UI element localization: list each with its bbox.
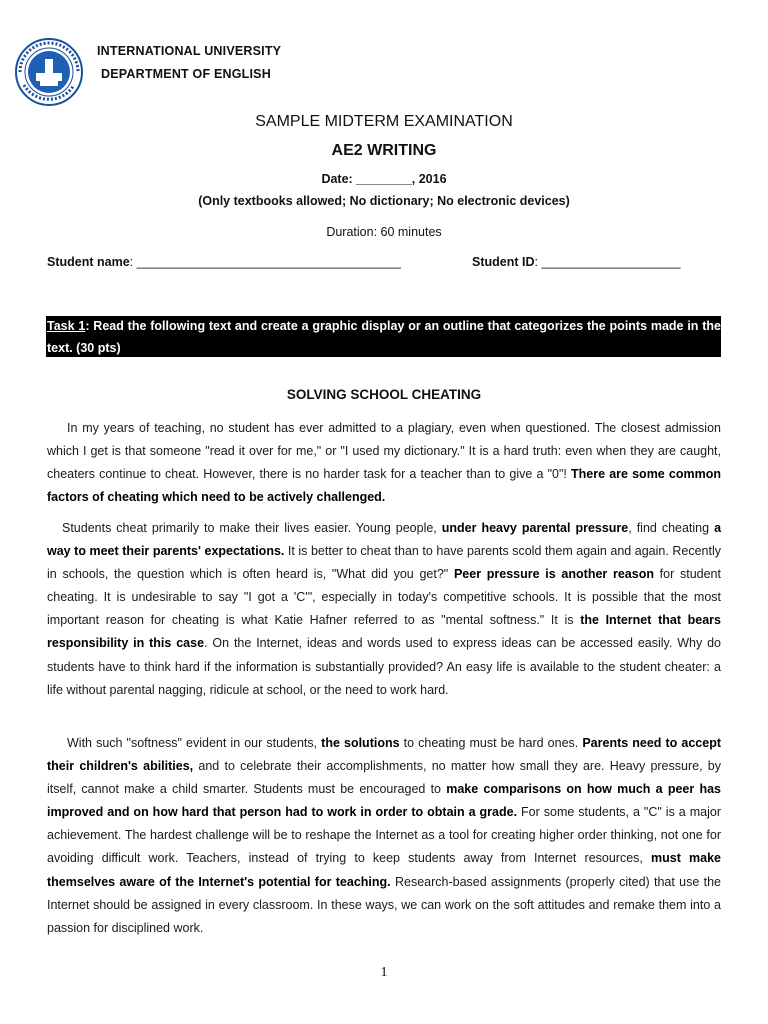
body-text: With such "softness" evident in our students, xyxy=(67,736,322,750)
student-name-blank: : ______________________________________ xyxy=(129,255,401,269)
emphasized-text: a way to meet their parents' expectations. xyxy=(47,521,722,559)
body-text: and to celebrate their accomplishments, no matter how small they are. Heavy pressure, by itself, cannot make a child smarter. Students must be encouraged to xyxy=(47,759,721,797)
body-text: For some students, a "C" is a major achievement. The hardest challenge will be to reshape the Internet as a tool for creating higher order thinking, not one for avoiding difficult work. Teachers, instead of trying to keep students away from Internet resources, xyxy=(47,805,721,866)
body-text: , find cheating xyxy=(628,521,715,535)
page-number: 1 xyxy=(380,965,388,980)
exam-duration: Duration: 60 minutes xyxy=(326,225,442,239)
student-id-field[interactable] xyxy=(472,255,680,269)
department-name: DEPARTMENT OF ENGLISH xyxy=(101,67,271,81)
task-instructions xyxy=(46,316,721,357)
body-text: Students cheat primarily to make their lives easier. Young people, xyxy=(62,521,442,535)
emphasized-text: Parents need to accept their children's abilities, xyxy=(47,736,721,774)
article-paragraph-2 xyxy=(47,517,721,702)
course-title: AE2 WRITING xyxy=(331,142,437,159)
article-title: SOLVING SCHOOL CHEATING xyxy=(286,387,482,402)
article-paragraph-1 xyxy=(47,417,721,509)
exam-date: Date: ________, 2016 xyxy=(321,172,447,186)
university-seal-icon xyxy=(14,37,84,107)
body-text: for student cheating. It is undesirable to say "I got a 'C'", especially in today's competitive schools. It is possible that the most important reason for cheating is what Katie Hafner referred to as "mental softness." It is xyxy=(47,567,721,628)
student-id-blank: : ____________________ xyxy=(534,255,681,269)
exam-title: SAMPLE MIDTERM EXAMINATION xyxy=(255,113,513,130)
student-name-label: Student name xyxy=(47,255,130,269)
student-name-field[interactable] xyxy=(47,255,401,269)
emphasized-text: must make themselves aware of the Internet's potential for teaching. xyxy=(47,851,722,889)
university-name: INTERNATIONAL UNIVERSITY xyxy=(97,44,282,58)
emphasized-text: Peer pressure is another reason xyxy=(453,567,654,582)
body-text: to cheating must be hard ones. xyxy=(399,736,583,750)
student-id-label: Student ID xyxy=(472,255,535,269)
body-text: It is better to cheat than to have parents scold them again and again. Recently in schools, the question which is often heard is, "What did you get?" xyxy=(47,544,722,582)
emphasized-text: the solutions xyxy=(321,736,400,750)
emphasized-text: under heavy parental pressure xyxy=(441,521,629,535)
emphasized-text: make comparisons on how much a peer has improved and on how hard that person had to work in order to obtain a grade. xyxy=(47,782,721,820)
emphasized-text: There are some common factors of cheating which need to be actively challenged. xyxy=(47,467,721,505)
body-text: In my years of teaching, no student has ever admitted to a plagiary, even when questioned. The closest admission which I get is that someone "read it over for me," or "I used my dictionary." It is a hard truth: even when they are caught, cheaters continue to cheat. However, there is no harder task for a teacher than to give a "0"! xyxy=(47,421,721,482)
exam-rules: (Only textbooks allowed; No dictionary; No electronic devices) xyxy=(198,194,570,208)
body-text: Research-based assignments (properly cited) that use the Internet should be assigned in every classroom. In these ways, we can work on the soft attitudes and remake them into a passion for disciplined work. xyxy=(47,874,721,935)
article-paragraph-3 xyxy=(47,732,721,940)
task-text: : Read the following text and create a graphic display or an outline that categorizes the points made in the text. (30 pts) xyxy=(47,319,721,355)
body-text: . On the Internet, ideas and words used to express ideas can be accessed easily. Why do students have to think hard if the information is substantially provided? An easy life is available to the student cheater: a life without parental nagging, ridicule at school, or the need to work hard. xyxy=(47,636,721,697)
task-label: Task 1 xyxy=(47,319,86,333)
emphasized-text: the Internet that bears responsibility in this case xyxy=(47,613,721,651)
